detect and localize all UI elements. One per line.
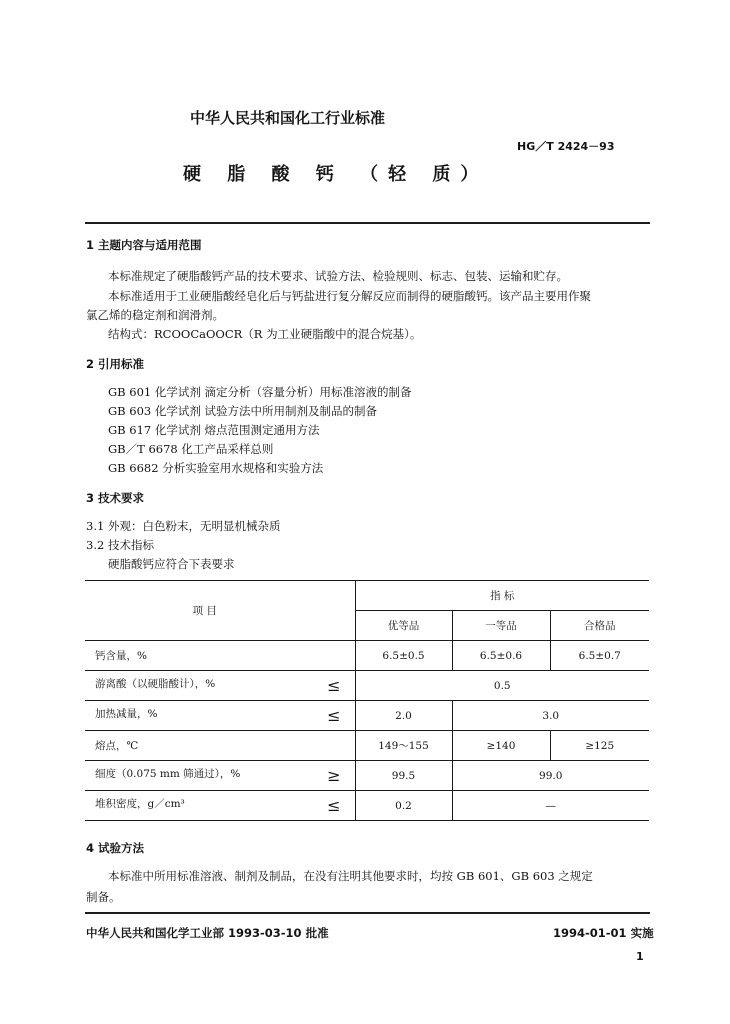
approval-line: 中华人民共和国化学工业部 1993-03-10 批准 <box>86 926 329 940</box>
section-4-para-a: 本标准中所用标准溶液、制剂及制品，在没有注明其他要求时，均按 GB 601、GB 603 之规定 <box>108 869 593 883</box>
section-1-para-2a: 本标准适用于工业硬脂酸经皂化后与钙盐进行复分解反应而制得的硬脂酸钙。该产品主要用作聚 <box>108 289 591 303</box>
table-header-row <box>85 581 649 611</box>
section-4-heading: 4 试验方法 <box>86 841 145 855</box>
value-cell: 2.0 <box>355 701 452 731</box>
value-cell: 6.5±0.7 <box>550 641 649 671</box>
value-cell: ≥140 <box>452 731 550 761</box>
specification-table <box>85 580 649 821</box>
row-symbol: ≥ <box>327 766 341 785</box>
row-label: 细度（0.075 mm 筛通过），% <box>95 768 241 780</box>
table-row <box>85 731 649 761</box>
table-row <box>85 701 649 731</box>
row-label: 钙含量，% <box>95 650 147 662</box>
reference-item: GB 601 化学试剂 滴定分析（容量分析）用标准溶液的制备 <box>108 385 412 399</box>
row-symbol: ≤ <box>327 676 341 695</box>
section-2-heading: 2 引用标准 <box>86 357 145 371</box>
section-1-heading: 1 主题内容与适用范围 <box>86 238 202 252</box>
reference-item: GB 603 化学试剂 试验方法中所用制剂及制品的制备 <box>108 404 378 418</box>
table-row <box>85 761 649 791</box>
document-title: 硬 脂 酸 钙 （轻 质） <box>183 164 489 185</box>
value-cell: 6.5±0.6 <box>452 641 550 671</box>
org-title: 中华人民共和国化工行业标准 <box>190 109 386 127</box>
grade-cell: 优等品 <box>355 611 452 641</box>
row-symbol: ≤ <box>327 706 341 725</box>
value-cell: 0.2 <box>355 791 452 821</box>
row-label-cell <box>85 701 355 731</box>
table-row <box>85 641 649 671</box>
grade-cell: 一等品 <box>452 611 550 641</box>
section-1-para-2b: 氯乙烯的稳定剂和润滑剂。 <box>86 308 224 322</box>
header-rule <box>85 222 650 224</box>
value-cell: 0.5 <box>355 671 649 701</box>
grade-cell: 合格品 <box>550 611 649 641</box>
section-1-formula: 结构式：RCOOCaOOCR（R 为工业硬脂酸中的混合烷基）。 <box>108 327 422 341</box>
row-label-cell <box>85 791 355 821</box>
section-3-heading: 3 技术要求 <box>86 491 145 505</box>
row-label: 熔点，℃ <box>95 740 139 752</box>
section-3-2: 3.2 技术指标 <box>86 538 154 552</box>
value-cell: 3.0 <box>452 701 649 731</box>
footer-rule <box>85 912 650 914</box>
header-item: 项 目 <box>85 581 355 641</box>
row-label: 堆积密度，g／cm³ <box>95 798 185 810</box>
row-label-cell <box>85 671 355 701</box>
row-symbol: ≤ <box>327 796 341 815</box>
effective-date: 1994-01-01 实施 <box>553 926 654 940</box>
table-intro: 硬脂酸钙应符合下表要求 <box>108 557 235 571</box>
row-label: 游离酸（以硬脂酸计），% <box>95 678 216 690</box>
row-label-cell <box>85 761 355 791</box>
section-1-para-1: 本标准规定了硬脂酸钙产品的技术要求、试验方法、检验规则、标志、包装、运输和贮存。 <box>108 269 568 283</box>
row-symbol <box>341 738 355 753</box>
row-label-cell <box>85 731 355 761</box>
page-number: 1 <box>636 950 644 963</box>
value-cell: — <box>452 791 649 821</box>
reference-item: GB 6682 分析实验室用水规格和实验方法 <box>108 461 324 475</box>
standard-number: HG／T 2424－93 <box>517 140 615 153</box>
reference-item: GB 617 化学试剂 熔点范围测定通用方法 <box>108 423 320 437</box>
section-3-1: 3.1 外观：白色粉末，无明显机械杂质 <box>86 519 281 533</box>
table-row <box>85 791 649 821</box>
table-row <box>85 671 649 701</box>
section-4-para-b: 制备。 <box>86 890 121 904</box>
row-label: 加热减量，% <box>95 708 158 720</box>
value-cell: ≥125 <box>550 731 649 761</box>
value-cell: 6.5±0.5 <box>355 641 452 671</box>
value-cell: 99.5 <box>355 761 452 791</box>
value-cell: 149～155 <box>355 731 452 761</box>
header-spec: 指 标 <box>355 581 649 611</box>
value-cell: 99.0 <box>452 761 649 791</box>
row-label-cell <box>85 641 355 671</box>
reference-item: GB／T 6678 化工产品采样总则 <box>108 442 274 456</box>
row-symbol <box>341 648 355 663</box>
